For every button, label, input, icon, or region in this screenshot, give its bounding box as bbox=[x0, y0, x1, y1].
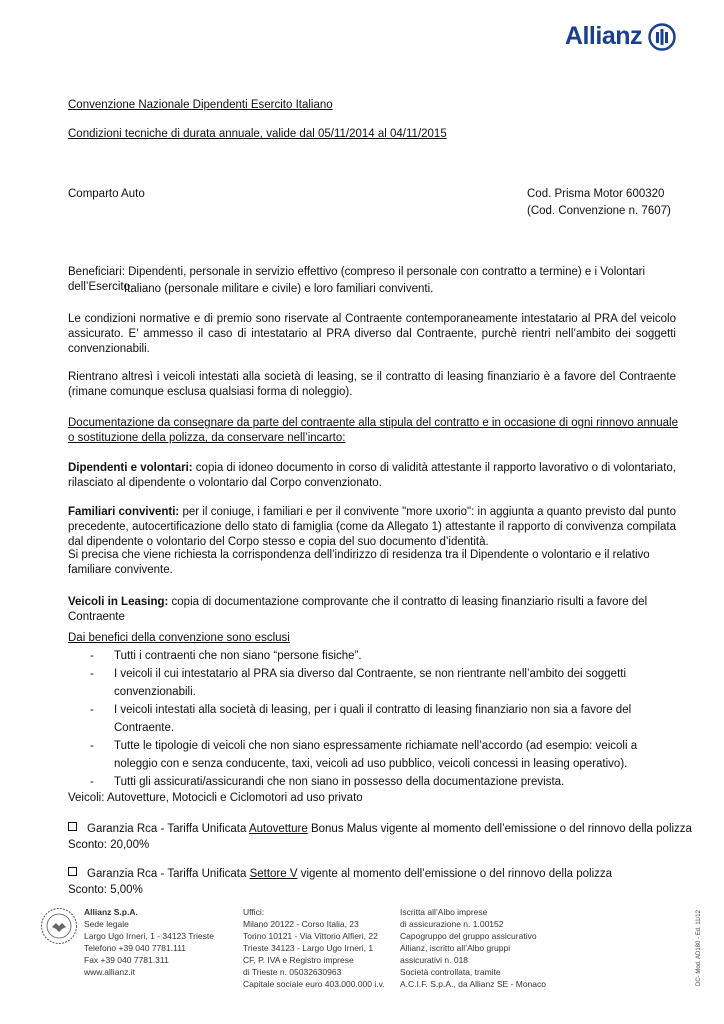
brand-name: Allianz bbox=[564, 22, 642, 50]
doc-title: Convenzione Nazionale Dipendenti Esercito Italiano bbox=[68, 99, 333, 111]
list-item: - I veicoli il cui intestatario al PRA sia diverso dal Contraente, se non rientrante nell’ambito dei soggetti convenzionabili. bbox=[90, 668, 627, 698]
leasing-text: copia di documentazione comprovante che il contratto di leasing finanziario risulti a favore del Contraente bbox=[68, 596, 648, 623]
familiari-text: per il coniuge, i familiari e per il convivente "more uxorio": in aggiunta a quanto previsto dal punto precedente, autocertificazione dello stato di famiglia (come da Allegato 1) attestante il rapporto di convivenza compilata dal dipendente o volontario del Corpo stesso e copia del suo documento d’identità. bbox=[68, 506, 676, 548]
footer-offices: Uffici: Milano 20122 - Corso Italia, 23 Torino 10121 - Via Vittorio Alfieri, 22 Trieste 34123 - Largo Ugo Irneri, 1 CF, P. IVA e Registro imprese di Trieste n. 05032630963 Capitale sociale euro 403.000.000 i.v. bbox=[243, 907, 385, 989]
beneficiari-text-continued: Italiano (personale militare e civile) e loro familiari conviventi. bbox=[124, 283, 434, 295]
comparto-label: Comparto Auto bbox=[68, 188, 145, 200]
dipendenti-paragraph bbox=[68, 461, 676, 491]
beneficiari-label: Beneficiari: bbox=[68, 266, 129, 278]
allianz-logo bbox=[565, 22, 676, 51]
list-item: - Tutti gli assicurati/assicurandi che non siano in possesso della documentazione prevista. bbox=[90, 776, 565, 788]
dipendenti-label: Dipendenti e volontari: bbox=[68, 462, 193, 474]
paragraph-intestatario: Le condizioni normative e di premio sono riservate al Contraente contemporaneamente intestatario al PRA del veicolo assicurato. E’ ammesso il caso di intestatario al PRA diverso dal Contraente, purchè rientri nell’ambito dei soggetti convenzionabili. bbox=[68, 313, 676, 355]
sconto-settore-v: Sconto: 5,00% bbox=[68, 884, 143, 896]
company-seal-icon bbox=[40, 907, 78, 945]
garanzia-settore-v: Garanzia Rca - Tariffa Unificata Settore V vigente al momento dell’emissione o del rinnovo della polizza bbox=[68, 867, 708, 882]
cod-convenzione: (Cod. Convenzione n. 7607) bbox=[527, 205, 671, 217]
doc-subtitle: Condizioni tecniche di durata annuale, valide dal 05/11/2014 al 04/11/2015 bbox=[68, 128, 447, 140]
leasing-paragraph bbox=[68, 595, 688, 625]
checkbox-bullet-icon bbox=[68, 822, 77, 831]
familiari-label: Familiari conviventi: bbox=[68, 506, 180, 518]
footer-registration: Iscritta all’Albo imprese di assicurazione n. 1.00152 Capogruppo del gruppo assicurativo Allianz, iscritto all’Albo gruppi assicurativi n. 018 Società controllata, tramite A.C.I.F. S.p.A., da Allianz SE - Monaco bbox=[400, 907, 546, 989]
garanzia-autovetture: Garanzia Rca - Tariffa Unificata Autovetture Bonus Malus vigente al momento dell’emissione o del rinnovo della polizza bbox=[68, 822, 708, 837]
cod-prisma: Cod. Prisma Motor 600320 bbox=[527, 188, 665, 200]
veicoli-heading: Veicoli: Autovetture, Motocicli e Ciclomotori ad uso privato bbox=[68, 792, 363, 804]
leasing-label: Veicoli in Leasing: bbox=[68, 596, 169, 608]
esclusi-heading: Dai benefici della convenzione sono esclusi bbox=[68, 632, 290, 644]
paragraph-leasing: Rientrano altresì i veicoli intestati alla società di leasing, se il contratto di leasing finanziario è a favore del Contraente (rimane comunque esclusa qualsiasi forma di noleggio). bbox=[68, 371, 676, 398]
documentazione-heading: Documentazione da consegnare da parte del contraente alla stipula del contratto e in occasione di ogni rinnovo annuale o sostituzione della polizza, da conservare nell’incarto: bbox=[68, 417, 678, 444]
beneficiari-text: Dipendenti, personale in servizio effettivo (compreso il personale con contratto a termine) e i Volontari dell’Esercito bbox=[68, 266, 646, 293]
sconto-autovetture: Sconto: 20,00% bbox=[68, 839, 150, 851]
footer-company: Allianz S.p.A. Sede legale Largo Ugo Irneri, 1 - 34123 Trieste Telefono +39 040 7781.111 Fax +39 040 7781.311 www.allianz.it bbox=[84, 907, 214, 977]
list-item: - I veicoli intestati alla società di leasing, per i quali il contratto di leasing finanziario non sia a favore del Contraente. bbox=[90, 704, 632, 734]
checkbox-bullet-icon bbox=[68, 867, 77, 876]
form-code: DC- Mod. AD180 - Ed. 11/12 bbox=[696, 910, 702, 986]
esclusi-list bbox=[90, 647, 680, 791]
familiari-paragraph bbox=[68, 505, 676, 550]
list-item: - Tutte le tipologie di veicoli che non siano espressamente richiamate nell’accordo (ad esempio: veicoli a noleggio con e senza conducente, taxi, veicoli ad uso pubblico, veicoli concessi in leasing operativo). bbox=[90, 740, 638, 770]
dipendenti-text: copia di idoneo documento in corso di validità attestante il rapporto lavorativo o di volontariato, rilasciato al dipendente o volontario dal Corpo convenzionato. bbox=[68, 462, 676, 489]
familiari-note: Si precisa che viene richiesta la corrispondenza dell’indirizzo di residenza tra il Dipendente o volontario e il relativo familiare convivente. bbox=[68, 549, 650, 576]
list-item: - Tutti i contraenti che non siano “persone fisiche”. bbox=[90, 650, 362, 662]
website-link[interactable]: www.allianz.it bbox=[84, 967, 136, 977]
allianz-eagle-icon bbox=[648, 23, 676, 51]
